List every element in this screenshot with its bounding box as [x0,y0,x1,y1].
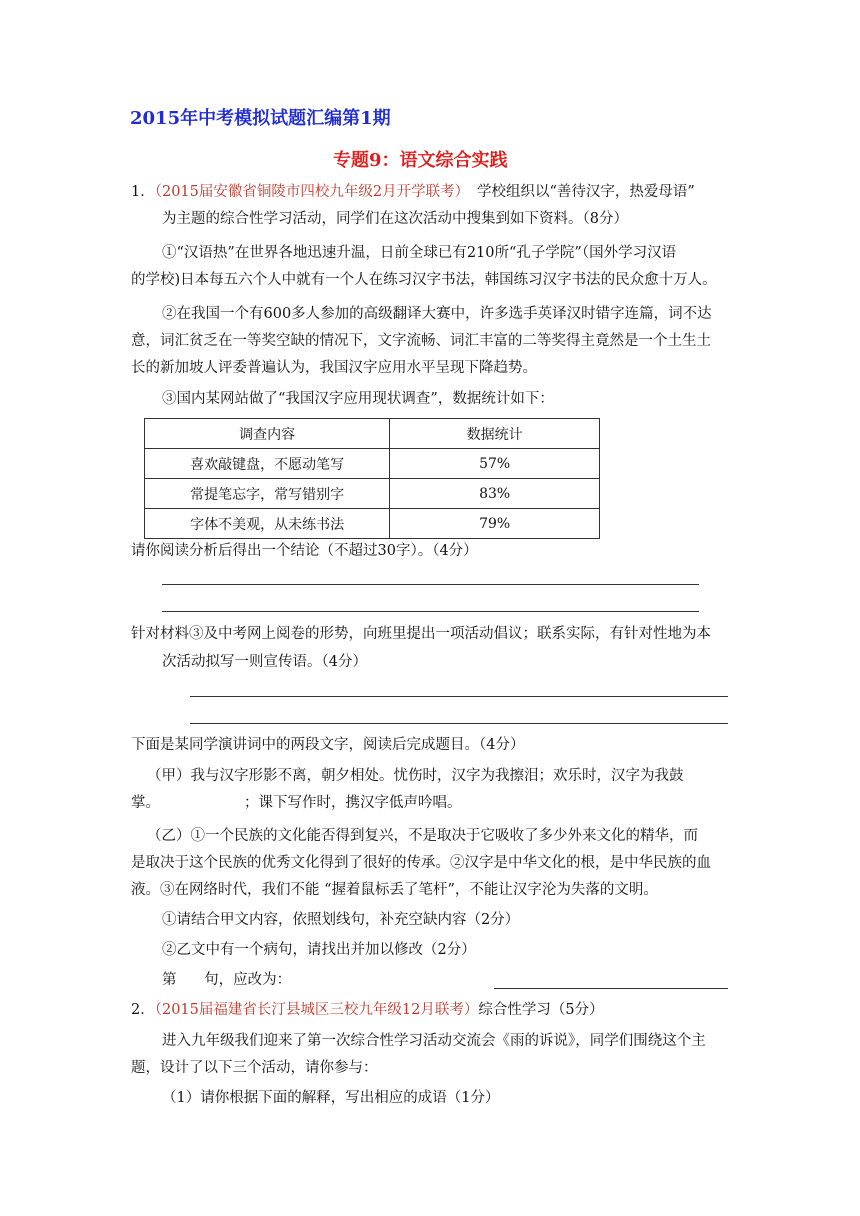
passage-jia-line-2b: ；课下写作时，携汉字低声吟唱。 [244,795,462,811]
table-header-cell: 数据统计 [390,419,600,449]
material-2-line-1: ②在我国一个有600多人参加的高级翻译大赛中，许多选手英译汉时错字连篇，词不达 [162,306,712,322]
answer-line [494,988,728,989]
subquestion-2-fill: 第 句，应改为： [162,972,292,988]
table-row [145,509,600,539]
passage-yi-line-2: 是取决于这个民族的优秀文化得到了很好的传承。②汉字是中华文化的根，是中华民族的血 [131,855,711,871]
survey-table [144,418,600,539]
passage-jia-line-1: （甲）我与汉字形影不离，朝夕相处。忧伤时，汉字为我擦泪；欢乐时，汉字为我鼓 [147,768,684,784]
task-1-prompt: 请你阅读分析后得出一个结论（不超过30字）。（4分） [131,543,478,559]
material-2-line-3: 长的新加坡人评委普遍认为，我国汉字应用水平呈现下降趋势。 [131,360,537,376]
material-2-line-2: 意，词汇贫乏在一等奖空缺的情况下，文字流畅、词汇丰富的二等奖得主竟然是一个土生土 [131,333,711,349]
table-header-row [145,419,600,449]
table-row [145,479,600,509]
table-cell: 常提笔忘字，常写错别字 [145,479,390,509]
q2-paragraph-line-1: 进入九年级我们迎来了第一次综合性学习活动交流会《雨的诉说》，同学们围绕这个主 [162,1033,706,1049]
q2-paragraph-line-2: 题，设计了以下三个活动，请你参与： [131,1060,378,1076]
table-cell: 79% [390,509,600,539]
table-cell: 83% [390,479,600,509]
question-intro: 学校组织以“善待汉字，热爱母语” [477,184,695,200]
question-number: 2． [131,1002,155,1018]
passage-jia-line-2: 掌。 [131,795,160,811]
answer-line [190,696,728,697]
subquestion-1: ①请结合甲文内容，依照划线句，补充空缺内容（2分） [162,912,520,928]
question-2-header [131,1000,604,1020]
question-intro-cont: 为主题的综合性学习活动，同学们在这次活动中搜集到如下资料。（8分） [162,211,628,227]
answer-line [190,723,728,724]
material-1-line-1: ①“汉语热”在世界各地迅速升温，日前全球已有210所“孔子学院”（国外学习汉语 [162,245,677,261]
table-cell: 字体不美观，从未练书法 [145,509,390,539]
page-title: 2015年中考模拟试题汇编第1期 [130,108,391,129]
material-1-line-2: 的学校)日本每五六个人中就有一个人在练习汉字书法，韩国练习汉字书法的民众愈十万人。 [131,272,717,288]
table-cell: 57% [390,449,600,479]
subquestion-2: ②乙文中有一个病句，请找出并加以修改（2分） [162,942,476,958]
task-2-prompt: 针对材料③及中考网上阅卷的形势，向班里提出一项活动倡议；联系实际，有针对性地为本 [131,626,711,642]
topic-title: 专题9：语文综合实践 [333,150,508,171]
question-source: （2015届福建省长汀县城区三校九年级12月联考） [154,1002,479,1018]
q2-item-1: （1）请你根据下面的解释，写出相应的成语（1分） [162,1090,500,1106]
question-number: 1． [131,184,155,200]
answer-line [162,584,699,585]
table-header-cell: 调查内容 [145,419,390,449]
passage-yi-line-1: （乙）①一个民族的文化能否得到复兴，不是取决于它吸收了多少外来文化的精华，而 [147,828,698,844]
table-cell: 喜欢敲键盘，不愿动笔写 [145,449,390,479]
task-3-prompt: 下面是某同学演讲词中的两段文字，阅读后完成题目。（4分） [131,737,525,753]
question-source: （2015届安徽省铜陵市四校九年级2月开学联考） [154,184,470,200]
table-row [145,449,600,479]
question-intro: 综合性学习（5分） [478,1002,604,1018]
task-2-prompt-cont: 次活动拟写一则宣传语。（4分） [162,654,367,670]
answer-line [162,611,699,612]
passage-yi-line-3: 液。③在网络时代，我们不能 “握着鼠标丢了笔杆”，不能让汉字沦为失落的文明。 [131,882,658,898]
question-1-header [131,182,469,202]
material-3-line: ③国内某网站做了“我国汉字应用现状调查”，数据统计如下： [162,391,554,407]
